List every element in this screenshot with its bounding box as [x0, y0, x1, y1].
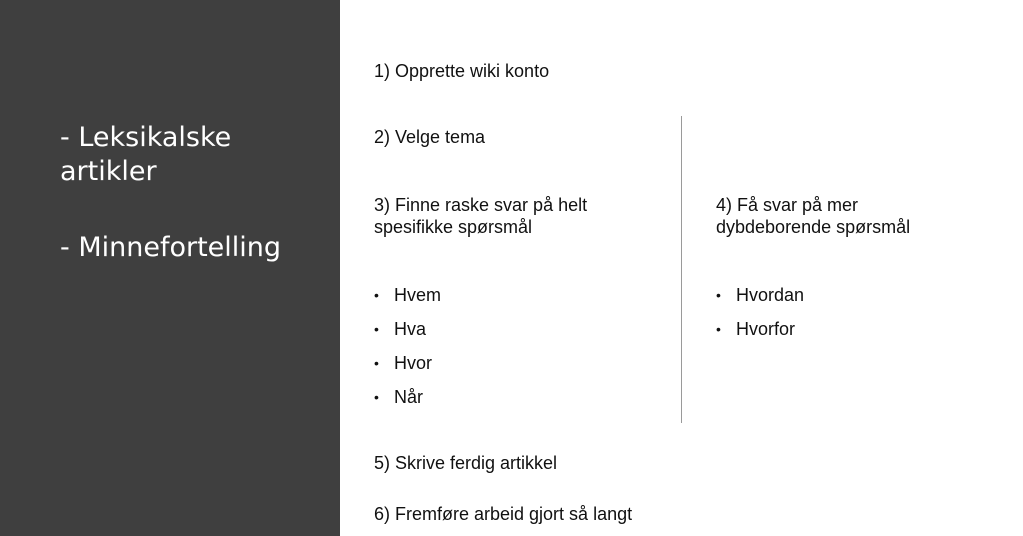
- list-item-label: Hva: [394, 319, 427, 339]
- step-1: 1) Opprette wiki konto: [374, 61, 550, 81]
- list-item: [374, 284, 441, 318]
- step-2: 2) Velge tema: [374, 127, 486, 147]
- bullet-icon: •: [716, 321, 721, 337]
- bullet-list-left: [374, 284, 441, 420]
- list-item: [374, 386, 441, 420]
- column-divider: [681, 116, 682, 423]
- bullet-list-right: [716, 284, 804, 352]
- left-panel: [0, 0, 340, 536]
- bullet-icon: •: [374, 389, 379, 405]
- list-item: [374, 318, 441, 352]
- left-heading-minnefortelling: - Minnefortelling: [60, 232, 282, 263]
- list-item-label: Hvorfor: [736, 319, 796, 339]
- list-item: [716, 284, 804, 318]
- list-item: [374, 352, 441, 386]
- list-item-label: Hvem: [394, 285, 442, 305]
- list-item-label: Hvor: [394, 353, 433, 373]
- list-item-label: Når: [394, 387, 424, 407]
- step-4-line-1: 4) Få svar på mer: [716, 195, 859, 215]
- bullet-icon: •: [716, 287, 721, 303]
- left-heading-leksikalske: - Leksikalske artikler: [60, 122, 232, 187]
- list-item-label: Hvordan: [736, 285, 805, 305]
- step-6: 6) Fremføre arbeid gjort så langt: [374, 504, 633, 524]
- step-3-line-2: spesifikke spørsmål: [374, 217, 533, 237]
- list-item: [716, 318, 804, 352]
- step-4-line-2: dybdeborende spørsmål: [716, 217, 911, 237]
- bullet-icon: •: [374, 355, 379, 371]
- step-5: 5) Skrive ferdig artikkel: [374, 453, 558, 473]
- step-3-line-1: 3) Finne raske svar på helt: [374, 195, 588, 215]
- bullet-icon: •: [374, 321, 379, 337]
- bullet-icon: •: [374, 287, 379, 303]
